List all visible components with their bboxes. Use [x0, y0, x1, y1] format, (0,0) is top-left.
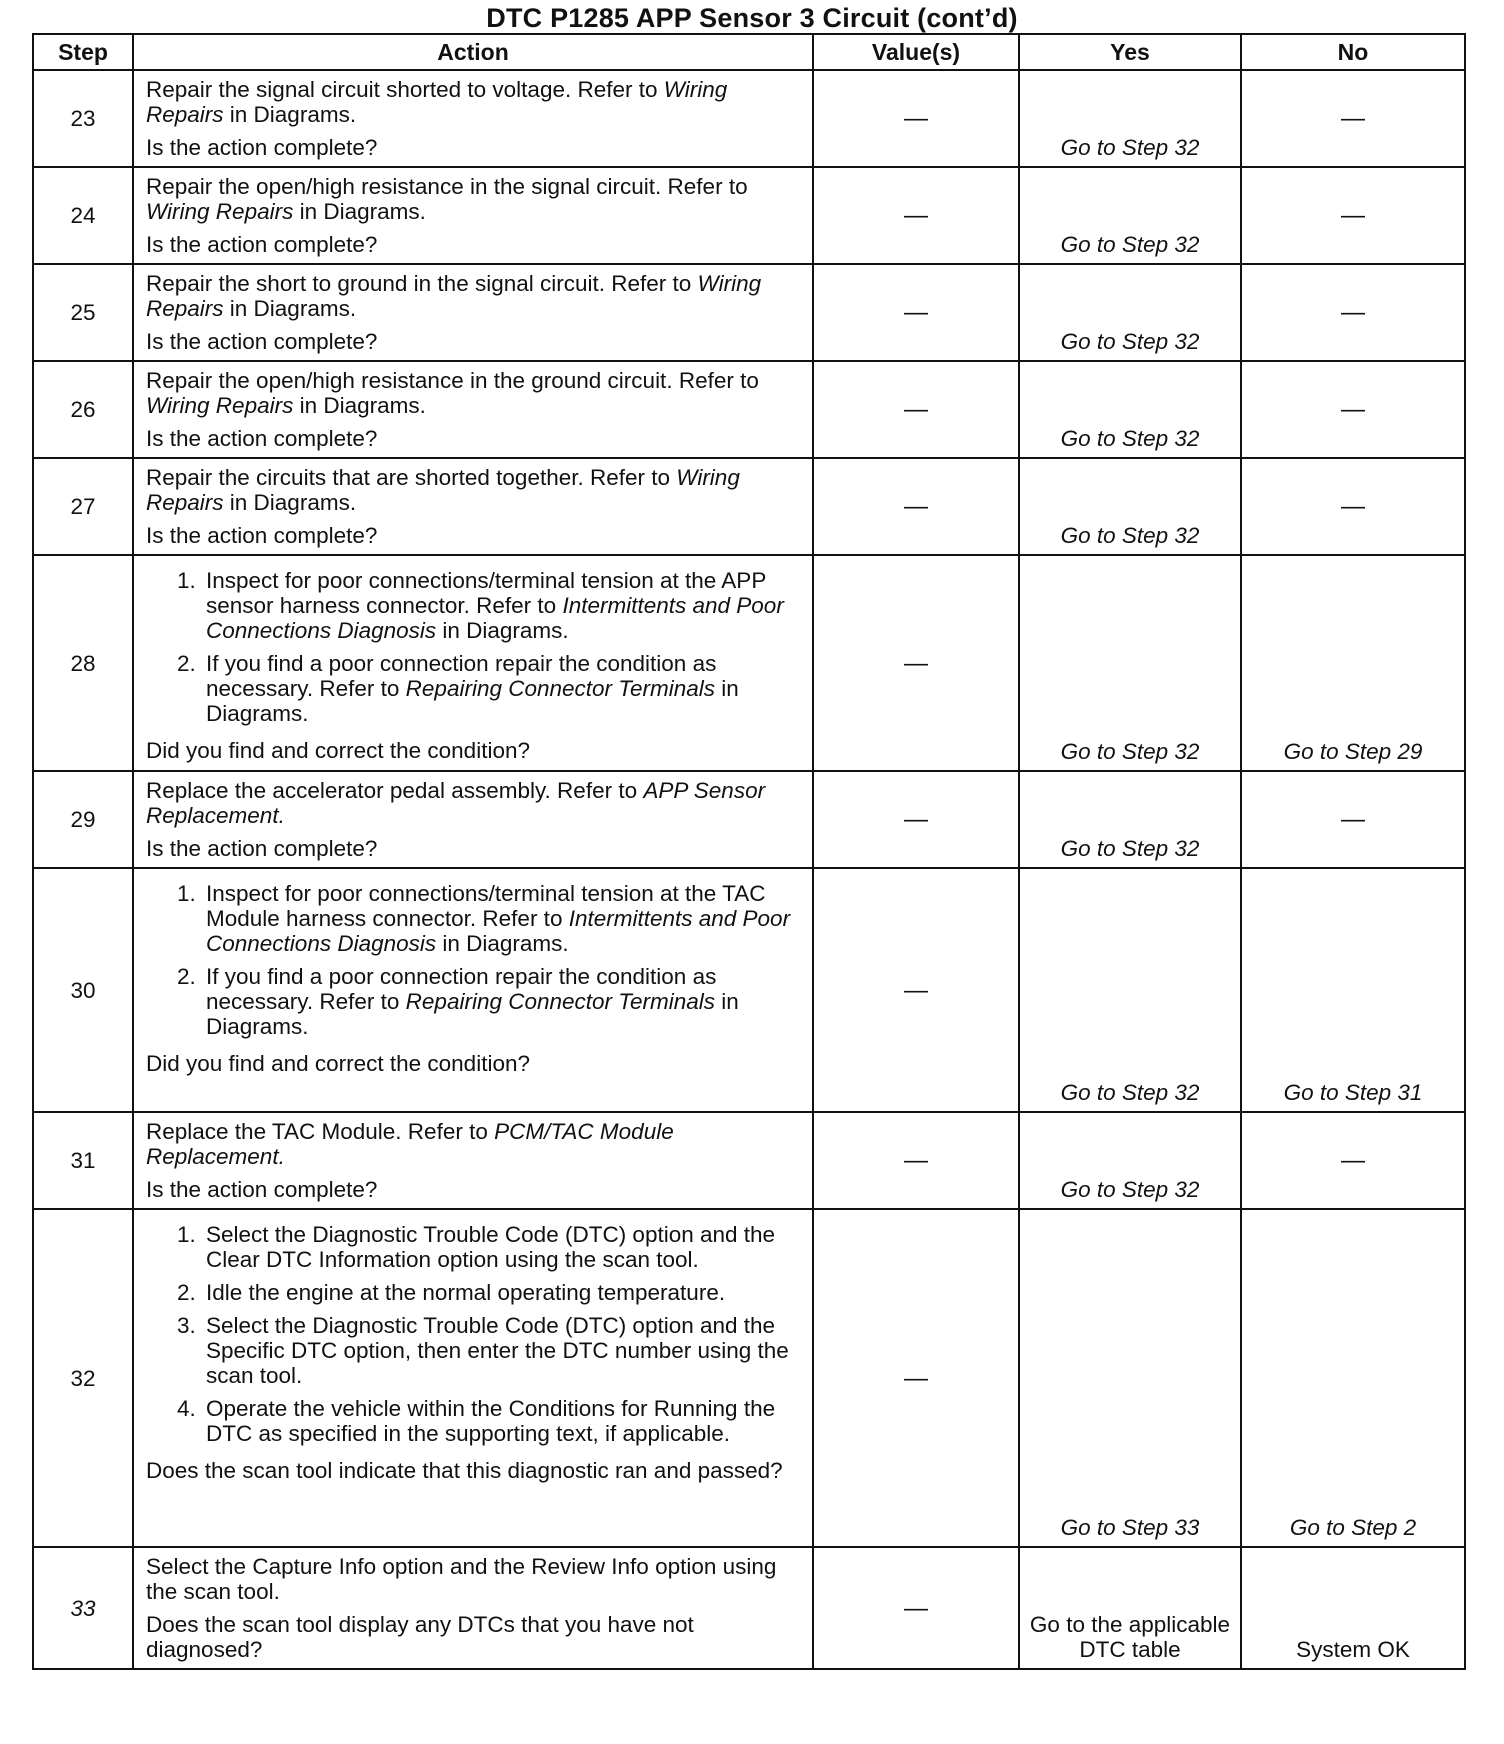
no-cell: —: [1241, 167, 1465, 264]
action-text: Repair the open/high resistance in the ground circuit. Refer to Wiring Repairs in Diagrams.: [146, 368, 759, 418]
step-number: 25: [33, 264, 133, 361]
value-cell: —: [813, 555, 1019, 771]
action-cell: [133, 1209, 813, 1547]
action-cell: [133, 1547, 813, 1669]
action-text: Replace the accelerator pedal assembly. Refer to APP Sensor Replacement.: [146, 778, 766, 828]
header-step: Step: [33, 34, 133, 70]
table-row: [33, 1209, 1465, 1547]
header-values: Value(s): [813, 34, 1019, 70]
yes-cell: Go to Step 32: [1019, 555, 1241, 771]
reference-link: Wiring Repairs: [146, 77, 728, 127]
step-number: 28: [33, 555, 133, 771]
action-cell: [133, 1112, 813, 1209]
reference-link: Wiring Repairs: [146, 271, 762, 321]
reference-link: PCM/TAC Module Replacement.: [146, 1119, 674, 1169]
action-question: Does the scan tool indicate that this diagnostic ran and passed?: [146, 1458, 783, 1483]
action-step-item: 4. Operate the vehicle within the Conditions for Running the DTC as specified in the supporting text, if applicable.: [202, 1396, 802, 1446]
step-number: 27: [33, 458, 133, 555]
no-cell: System OK: [1241, 1547, 1465, 1669]
value-cell: —: [813, 264, 1019, 361]
table-row: [33, 361, 1465, 458]
step-number: 33: [33, 1547, 133, 1669]
yes-cell: Go to the applicable DTC table: [1019, 1547, 1241, 1669]
no-cell: —: [1241, 70, 1465, 167]
action-step-item: 2. Idle the engine at the normal operating temperature.: [202, 1280, 802, 1305]
reference-link: Wiring Repairs: [146, 465, 740, 515]
action-cell: [133, 167, 813, 264]
step-number: 31: [33, 1112, 133, 1209]
value-cell: —: [813, 1112, 1019, 1209]
action-step-item: 2. If you find a poor connection repair the condition as necessary. Refer to Repairing Connector Terminals in Diagrams.: [202, 651, 802, 726]
action-question: Is the action complete?: [146, 836, 378, 861]
value-cell: —: [813, 868, 1019, 1112]
yes-cell: Go to Step 32: [1019, 167, 1241, 264]
no-cell: Go to Step 2: [1241, 1209, 1465, 1547]
reference-link: Wiring Repairs: [146, 199, 294, 224]
table-row: [33, 70, 1465, 167]
action-cell: [133, 458, 813, 555]
action-question: Is the action complete?: [146, 135, 378, 160]
step-number: 29: [33, 771, 133, 868]
header-row: [33, 34, 1465, 70]
value-cell: —: [813, 361, 1019, 458]
yes-cell: Go to Step 32: [1019, 771, 1241, 868]
action-step-item: 1. Select the Diagnostic Trouble Code (DTC) option and the Clear DTC Information option using the scan tool.: [202, 1222, 802, 1272]
header-no: No: [1241, 34, 1465, 70]
yes-cell: Go to Step 32: [1019, 264, 1241, 361]
header-action: Action: [133, 34, 813, 70]
step-number: 32: [33, 1209, 133, 1547]
table-row: [33, 1547, 1465, 1669]
step-number: 30: [33, 868, 133, 1112]
step-number: 26: [33, 361, 133, 458]
reference-link: APP Sensor Replacement.: [146, 778, 766, 828]
action-text: Repair the signal circuit shorted to voltage. Refer to Wiring Repairs in Diagrams.: [146, 77, 728, 127]
yes-cell: Go to Step 32: [1019, 361, 1241, 458]
reference-link: Repairing Connector Terminals: [405, 989, 715, 1014]
step-number: 23: [33, 70, 133, 167]
table-row: [33, 868, 1465, 1112]
action-text: Select the Capture Info option and the Review Info option using the scan tool.: [146, 1554, 777, 1604]
table-row: [33, 771, 1465, 868]
action-cell: [133, 555, 813, 771]
action-cell: [133, 361, 813, 458]
action-question: Did you find and correct the condition?: [146, 1051, 530, 1076]
action-step-item: 2. If you find a poor connection repair the condition as necessary. Refer to Repairing Connector Terminals in Diagrams.: [202, 964, 802, 1039]
action-question: Is the action complete?: [146, 232, 378, 257]
yes-cell: Go to Step 32: [1019, 1112, 1241, 1209]
yes-cell: Go to Step 33: [1019, 1209, 1241, 1547]
action-question: Is the action complete?: [146, 329, 378, 354]
header-yes: Yes: [1019, 34, 1241, 70]
action-question: Did you find and correct the condition?: [146, 738, 530, 763]
action-text: Replace the TAC Module. Refer to PCM/TAC Module Replacement.: [146, 1119, 674, 1169]
yes-cell: Go to Step 32: [1019, 70, 1241, 167]
no-cell: Go to Step 31: [1241, 868, 1465, 1112]
action-cell: [133, 264, 813, 361]
reference-link: Wiring Repairs: [146, 393, 294, 418]
value-cell: —: [813, 70, 1019, 167]
action-question: Is the action complete?: [146, 1177, 378, 1202]
value-cell: —: [813, 458, 1019, 555]
yes-cell: Go to Step 32: [1019, 868, 1241, 1112]
yes-cell: Go to Step 32: [1019, 458, 1241, 555]
reference-link: Repairing Connector Terminals: [405, 676, 715, 701]
table-row: [33, 167, 1465, 264]
dtc-table: [32, 33, 1466, 1670]
action-cell: [133, 868, 813, 1112]
value-cell: —: [813, 1209, 1019, 1547]
table-row: [33, 1112, 1465, 1209]
page-title: DTC P1285 APP Sensor 3 Circuit (cont’d): [486, 3, 1018, 33]
action-text: Repair the short to ground in the signal circuit. Refer to Wiring Repairs in Diagrams.: [146, 271, 762, 321]
no-cell: Go to Step 29: [1241, 555, 1465, 771]
table-row: [33, 264, 1465, 361]
action-text: Repair the circuits that are shorted together. Refer to Wiring Repairs in Diagrams.: [146, 465, 740, 515]
no-cell: —: [1241, 1112, 1465, 1209]
reference-link: Intermittents and Poor Connections Diagnosis: [206, 906, 791, 956]
value-cell: —: [813, 771, 1019, 868]
no-cell: —: [1241, 361, 1465, 458]
action-steps: [146, 881, 802, 1047]
action-step-item: 3. Select the Diagnostic Trouble Code (DTC) option and the Specific DTC option, then enter the DTC number using the scan tool.: [202, 1313, 802, 1388]
action-steps: [146, 1222, 802, 1454]
table-row: [33, 555, 1465, 771]
table-row: [33, 458, 1465, 555]
value-cell: —: [813, 1547, 1019, 1669]
action-question: Is the action complete?: [146, 426, 378, 451]
action-question: Does the scan tool display any DTCs that you have not diagnosed?: [146, 1612, 694, 1662]
action-step-item: 1. Inspect for poor connections/terminal tension at the APP sensor harness connector. Refer to Intermittents and Poor Connections Diagnosis in Diagrams.: [202, 568, 802, 643]
action-cell: [133, 70, 813, 167]
no-cell: —: [1241, 264, 1465, 361]
value-cell: —: [813, 167, 1019, 264]
step-number: 24: [33, 167, 133, 264]
no-cell: —: [1241, 771, 1465, 868]
reference-link: Intermittents and Poor Connections Diagnosis: [206, 593, 784, 643]
action-cell: [133, 771, 813, 868]
no-cell: —: [1241, 458, 1465, 555]
action-step-item: 1. Inspect for poor connections/terminal tension at the TAC Module harness connector. Refer to Intermittents and Poor Connections Diagnosis in Diagrams.: [202, 881, 802, 956]
action-steps: [146, 568, 802, 734]
action-question: Is the action complete?: [146, 523, 378, 548]
action-text: Repair the open/high resistance in the signal circuit. Refer to Wiring Repairs in Diagrams.: [146, 174, 748, 224]
